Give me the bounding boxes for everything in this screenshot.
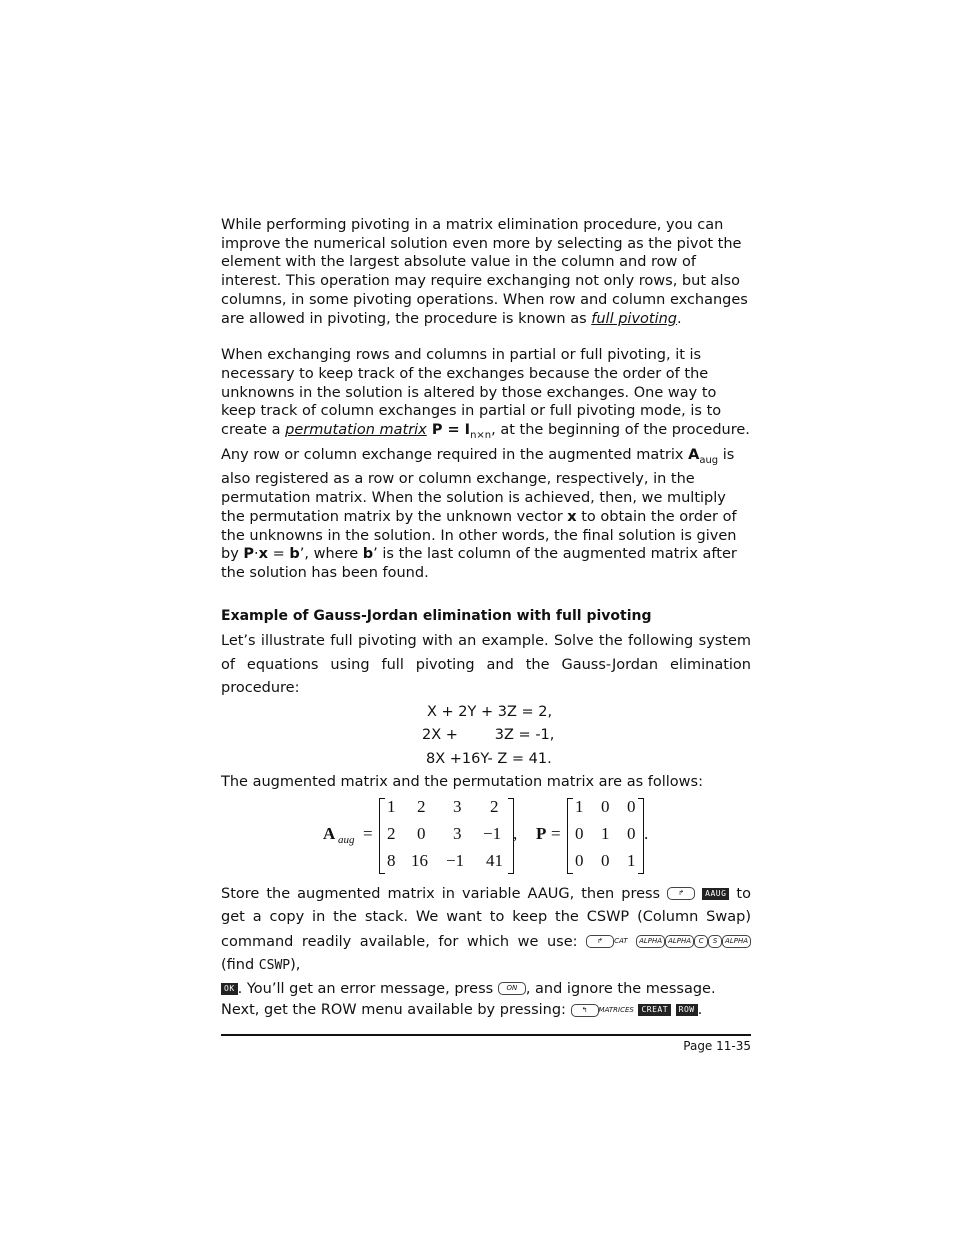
matrix-P-label: P <box>536 823 547 843</box>
c-key: C <box>694 935 708 948</box>
p2-b: P = I <box>426 422 471 439</box>
matrix-A-cell: 1 <box>387 796 396 816</box>
p2-eq: = <box>268 546 290 563</box>
matrix-A-cell: 2 <box>387 823 396 843</box>
p2-x: x <box>567 508 577 525</box>
matrix-A-cell: 0 <box>417 823 426 843</box>
matrix-P-cell: 0 <box>601 850 610 870</box>
p5-g: Next, get the ROW menu available by pressing: <box>221 1002 571 1019</box>
p2-dot: ⋅ <box>254 546 259 563</box>
paragraph-full-pivoting <box>221 216 751 328</box>
p2-c: , at the beginning of the procedure. Any row or column exchange required in the augmented matrix <box>221 422 750 463</box>
matrix-P-cell: 1 <box>575 796 584 816</box>
paragraph-augmented: The augmented matrix and the permutation matrix are as follows: <box>221 774 703 791</box>
p2-A: A <box>688 446 700 463</box>
p2-a: When exchanging rows and columns in partial or full pivoting, it is necessary to keep track of the exchanges because the order of the unknowns in the solution is altered by those exchanges. One way to keep track of column exchanges in partial or full pivoting mode, is to create a <box>221 347 722 439</box>
matrix-A-cell: −1 <box>446 850 465 870</box>
softkey-aaug: AAUG <box>702 888 729 900</box>
matrix-comma: , <box>513 823 518 843</box>
p2-d: is also registered as a row or column exchange, respectively, in the permutation matrix. When the solution is achieved, then, we multiply the permutation matrix by the unknown vector <box>221 446 735 525</box>
matrix-A-cell: 2 <box>417 796 426 816</box>
matrix-A-cell: 3 <box>453 823 462 843</box>
on-key: ON <box>498 982 526 995</box>
p2-g: ’ is the last column of the augmented matrix after the solution has been found. <box>221 546 737 581</box>
matrix-P-cell: 1 <box>627 850 636 870</box>
matrix-A-sub: aug <box>338 833 355 846</box>
softkey-row: ROW <box>676 1004 698 1016</box>
page-content <box>221 216 751 1019</box>
alpha-key: ALPHA <box>722 935 751 948</box>
p5-d: ), <box>290 957 301 974</box>
p2-bprime: b <box>289 546 300 563</box>
p1-text: While performing pivoting in a matrix elimination procedure, you can improve the numerical solution even more by selecting as the pivot the element with the largest absolute value in the column and row of interest. This operation may require exchanging not only rows, but also columns, in some pivoting operations. When row and column exchanges are allowed in pivoting, the procedure is known as <box>221 217 748 327</box>
equation-1: X + 2Y + 3Z = 2, <box>427 703 553 720</box>
matrix-A-eq: = <box>363 823 373 843</box>
right-shift-key-icon: ↱ <box>586 935 614 948</box>
p5-c: (find <box>221 957 259 974</box>
matrix-P-cell: 0 <box>627 823 636 843</box>
p5-a: Store the augmented matrix in variable AAUG, then press <box>221 885 668 902</box>
matrix-A-cell: −1 <box>483 823 502 843</box>
equation-2: 2X + 3Z = -1, <box>422 727 555 744</box>
p2-sub: n×n <box>470 430 492 442</box>
p2-bprime2: b <box>362 546 374 563</box>
alpha-key: ALPHA <box>665 935 694 948</box>
matrix-A-cell: 41 <box>486 850 503 870</box>
matrix-A-cell: 3 <box>453 796 462 816</box>
p5-b: to get a copy in the stack. We want to keep the CSWP (Column Swap) command readily available, for which we use: <box>221 885 751 950</box>
cat-label: CAT <box>614 936 628 945</box>
matrix-P-cell: 1 <box>601 823 610 843</box>
matrix-P-cell: 0 <box>575 823 584 843</box>
matrix-P-cell: 0 <box>601 796 610 816</box>
matrix-block <box>221 795 751 879</box>
matrix-P-eq: = <box>551 823 561 843</box>
section-heading: Example of Gauss-Jordan elimination with full pivoting <box>221 607 652 624</box>
cswp-command: CSWP <box>258 958 291 974</box>
term-full-pivoting: full pivoting <box>591 310 678 327</box>
p2-x2: x <box>258 546 269 563</box>
left-shift-key-icon: ↰ <box>571 1004 599 1017</box>
equation-system <box>221 701 751 772</box>
p2-P: P <box>243 546 255 563</box>
matrix-period: . <box>644 823 649 843</box>
footer-rule <box>221 1034 751 1036</box>
paragraph-keystrokes <box>221 883 751 1001</box>
paragraph-row-menu <box>221 1001 751 1019</box>
right-shift-key-icon: ↱ <box>667 887 695 900</box>
matrix-A-cell: 2 <box>490 796 499 816</box>
paragraph-permutation <box>221 346 751 582</box>
term-permutation-matrix: permutation matrix <box>285 422 427 439</box>
matrix-A-cell: 8 <box>387 850 396 870</box>
paragraph-example: Let’s illustrate full pivoting with an example. Solve the following system of equations using full pivoting and the Gauss-Jordan elimination procedure: <box>221 633 751 697</box>
matrices-label: MATRICES <box>598 1006 634 1015</box>
p1-end: . <box>677 310 682 327</box>
p2-Asub: aug <box>699 454 719 466</box>
p5-h: . <box>697 1002 703 1019</box>
softkey-ok: OK <box>221 983 238 995</box>
page-number: Page 11-35 <box>683 1039 751 1053</box>
p2-e: to obtain the order of the unknowns in the solution. In other words, the final solution is given by <box>221 508 737 563</box>
matrix-P-cell: 0 <box>575 850 584 870</box>
alpha-key: ALPHA <box>636 935 665 948</box>
matrix-A-label: A <box>323 823 336 843</box>
matrix-P-left-bracket <box>567 798 573 874</box>
matrix-A-cell: 16 <box>411 850 428 870</box>
softkey-creat: CREAT <box>638 1004 671 1016</box>
matrix-A-left-bracket <box>379 798 385 874</box>
p2-f: ’, where <box>299 546 363 563</box>
p5-e: . You’ll get an error message, press <box>237 980 498 997</box>
equation-3: 8X +16Y- Z = 41. <box>426 750 552 767</box>
s-key: S <box>708 935 722 948</box>
p5-f: , and ignore the message. <box>525 980 716 997</box>
matrix-P-cell: 0 <box>627 796 636 816</box>
